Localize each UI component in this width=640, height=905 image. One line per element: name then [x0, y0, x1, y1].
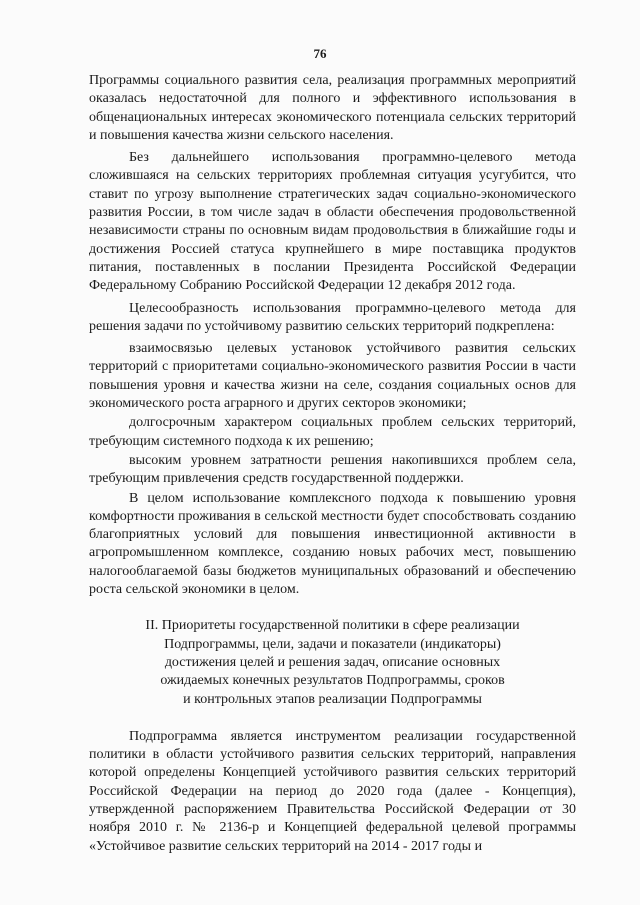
paragraph-summary: В целом использование комплексного подхода к повышению уровня комфортности проживания в сельской местности будет способствовать созданию благоприятных условий для повышения инвестиционной активности в агропромышленном комплексе, созданию новых рабочих мест, повышению налогооблагаемой базы бюджетов муниципальных образований и обеспечению роста сельской экономики в целом. [89, 490, 576, 598]
paragraph-subprogram-instrument: Подпрограмма является инструментом реализации государственной политики в области устойчивого развития сельских территорий, направления которой определены Концепцией устойчивого развития сельских территорий Российской Федерации на период до 2020 года (далее - Концепция), утвержденной распоряжением Правительства Российской Федерации от 30 ноября 2010 г. № 2136-р и Концепцией федеральной целевой программы «Устойчивое развитие сельских территорий на 2014 - 2017 годы и [89, 728, 576, 854]
section-heading [89, 617, 576, 708]
list-item-target-interconnection: взаимосвязью целевых установок устойчивого развития сельских территорий с приоритетами социально-экономического развития России в части повышения уровня и качества жизни на селе, создания социальных основ для экономического роста аграрного и других секторов экономики; [89, 341, 576, 412]
section-heading-line: II. Приоритеты государственной политики в сфере реализации [145, 618, 520, 634]
list-item-long-term-problems: долгосрочным характером социальных проблем сельских территорий, требующим системного подхода к их решению; [89, 415, 576, 449]
section-heading-line: Подпрограммы, цели, задачи и показатели (индикаторы) [164, 636, 501, 652]
document-body [89, 72, 576, 860]
paragraph-expediency: Целесообразность использования программно-целевого метода для решения задачи по устойчивому развитию сельских территорий подкреплена: [89, 300, 576, 334]
paragraph-problem-situation: Без дальнейшего использования программно-целевого метода сложившаяся на сельских территориях проблемная ситуация усугубится, что ставит по угрозу выполнение стратегических задач социально-экономического развития России, в том числе задач в области обеспечения продовольственной независимости страны по основным видам продовольствия в ближайшие годы и достижения Россией статуса крупнейшего в мире поставщика продуктов питания, поставленных в послании Президента Российской Федерации Федеральному Собранию Российской Федерации 12 декабря 2012 года. [89, 150, 576, 294]
list-item-high-costs: высоким уровнем затратности решения накопившихся проблем села, требующим привлечения средств государственной поддержки. [89, 452, 576, 487]
section-heading-line: и контрольных этапов реализации Подпрограммы [183, 691, 482, 707]
section-heading-line: ожидаемых конечных результатов Подпрограммы, сроков [160, 673, 505, 689]
page-number: 76 [313, 46, 327, 61]
paragraph-intro-continuation: Программы социального развития села, реализация программных мероприятий оказалась недостаточной для полного и эффективного использования в общенациональных интересах экономического потенциала сельских территорий и повышения качества жизни сельского населения. [89, 73, 576, 143]
section-heading-line: достижения целей и решения задач, описание основных [164, 654, 501, 670]
